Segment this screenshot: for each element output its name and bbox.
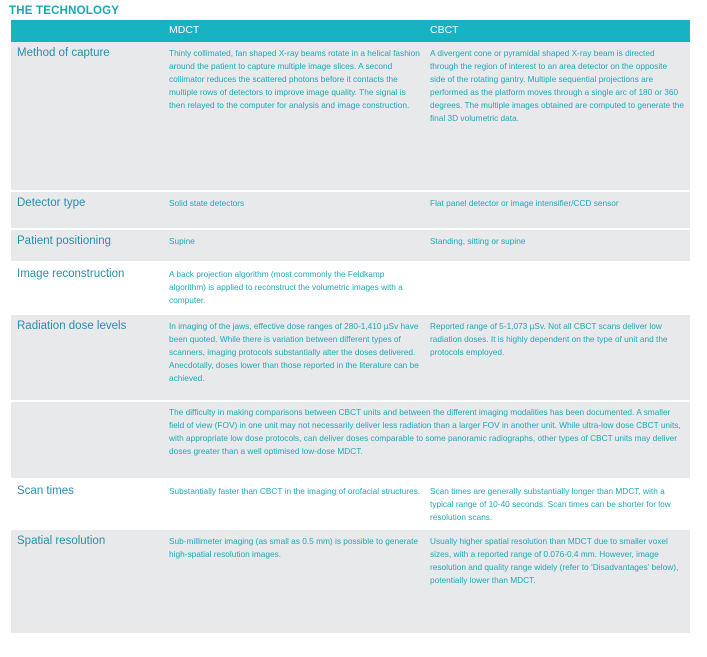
mdct-cell: In imaging of the jaws, effective dose ranges of 280-1,410 µSv have been quoted. While there is variation between different types of scanners, imaging protocols substantially alter the doses delivered. Anecdotally, doses lower than those reported in the literature can be achieved. bbox=[169, 321, 419, 384]
mdct-cell: Supine bbox=[169, 236, 195, 246]
row-method-of-capture bbox=[11, 42, 690, 190]
row-radiation-dose-levels bbox=[11, 315, 690, 400]
header-cbct: CBCT bbox=[430, 24, 459, 36]
cbct-cell: Flat panel detector or image intensifier/CCD sensor bbox=[430, 198, 619, 208]
mdct-cell: Sub-millimeter imaging (as small as 0.5 mm) is possible to generate high-spatial resolution images. bbox=[169, 536, 418, 560]
cbct-cell: Usually higher spatial resolution than MDCT due to smaller voxel sizes, with a reported range of 0.076-0.4 mm. However, image resolution and quality range widely (refer to ‘Disadvantages’ below), potentially lower than MDCT. bbox=[430, 536, 679, 586]
wide-cell: The difficulty in making comparisons between CBCT units and between the different imaging modalities has been documented. A smaller field of view (FOV) in one unit may not necessarily deliver less radiation than a larger FOV in another unit. While ultra-low dose CBCT units, with appropriate low dose protocols, can deliver doses comparable to some panoramic radiographs, other types of CBCT units may deliver doses greater than a well optimised low-dose MDCT. bbox=[169, 407, 681, 457]
row-label: Radiation dose levels bbox=[17, 320, 127, 332]
row-image-reconstruction bbox=[11, 263, 690, 313]
mdct-cell: Solid state detectors bbox=[169, 198, 245, 208]
row-label: Scan times bbox=[17, 485, 74, 497]
page-title: THE TECHNOLOGY bbox=[9, 5, 120, 17]
cbct-cell: A divergent cone or pyramidal shaped X-ray beam is directed through the region of interest to an area detector on the opposite side of the rotating gantry. Multiple sequential projections are performed as the platform moves through a single arc of 180 or 360 degrees. The multiple images obtained are computed to generate the final 3D volumetric data. bbox=[430, 48, 684, 124]
table-header bbox=[11, 20, 690, 42]
cbct-cell: Scan times are generally substantially longer than MDCT, with a typical range of 10-40 seconds. Scan times can be shorter for low resolution scans. bbox=[430, 486, 671, 523]
row-spatial-resolution bbox=[11, 530, 690, 633]
row-detector-type bbox=[11, 192, 690, 228]
row-scan-times bbox=[11, 480, 690, 528]
row-patient-positioning bbox=[11, 230, 690, 261]
row-radiation-dose-comparison bbox=[11, 402, 690, 478]
row-label: Image reconstruction bbox=[17, 268, 125, 280]
header-mdct: MDCT bbox=[169, 24, 200, 36]
mdct-cell: Substantially faster than CBCT in the imaging of orofacial structures. bbox=[169, 486, 421, 496]
mdct-cell: Thinly collimated, fan shaped X-ray beams rotate in a helical fashion around the patient to capture multiple image slices. A second collimator reduces the scattered photons before it contacts the multiple rows of detectors to improve image quality. The signal is then relayed to the computer for analysis and image construction. bbox=[169, 48, 420, 111]
row-label: Spatial resolution bbox=[17, 535, 106, 547]
cbct-cell: Standing, sitting or supine bbox=[430, 236, 526, 246]
mdct-cell: A back projection algorithm (most commonly the Feldkamp algorithm) is applied to reconstruct the volumetric images with a computer. bbox=[169, 269, 403, 306]
row-label: Patient positioning bbox=[17, 235, 111, 247]
row-label: Detector type bbox=[17, 197, 86, 209]
row-label: Method of capture bbox=[17, 47, 110, 59]
cbct-cell: Reported range of 5-1,073 µSv. Not all CBCT scans deliver low radiation doses. It is highly dependent on the type of unit and the protocols employed. bbox=[430, 321, 668, 358]
comparison-table bbox=[11, 20, 690, 633]
